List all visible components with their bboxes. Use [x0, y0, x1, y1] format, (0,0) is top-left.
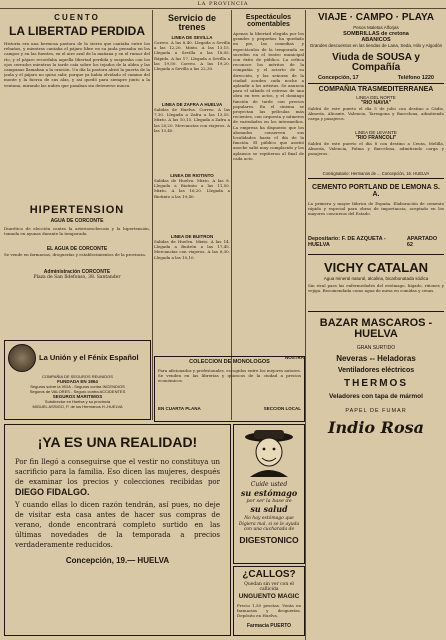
ad-line: EL AGUA DE CORCONTE [46, 246, 108, 252]
vichy-sub: Agua mineral natural, alcalina, bicarbonatada sódica [323, 276, 429, 281]
vichy-title: VICHY CATALAN [324, 260, 428, 275]
ad-title: HIPERTENSION [29, 204, 125, 216]
insurance-ad [4, 340, 151, 420]
vichy-body: Sin rival para las enfermedades del estómago, hígado, riñones y vejiga. Recomendada como agua de mesa en comidas y cenas. [308, 283, 444, 294]
bazar-line: Neveras -- Heladoras [336, 354, 416, 363]
ad-sousa-contact [308, 75, 444, 81]
insurance-line: Seguros de VALORES - Seguro contra ACCIDENTES [29, 389, 126, 394]
dig-line: su estómago [240, 488, 298, 498]
ad-sousa-phone: Teléfono 1220 [397, 75, 434, 81]
dig-brand: DIGESTONICO [239, 534, 299, 545]
ad-line: AGUA DE CORCONTE [50, 218, 104, 224]
trains-body: Correo. A las 8,40. Llegada a Sevilla a las 12,20. Mixto. A las 13,15. Llegada a Sevilla a las 18,05. Rápido. A las 17. Llegada a Sevilla a las 19,50. Correo. A las 19,20. Llegada a Sevilla a las 22,30. [154, 40, 230, 72]
story-title: LA LIBERTAD PERDIDA [9, 24, 145, 38]
masthead: LA PROVINCIA [197, 1, 249, 7]
ad-line: Plaza de San Ildefonso, 38. Santander [33, 275, 121, 280]
callos-ad [233, 566, 305, 636]
bazar-line: PAPEL DE FUMAR [345, 408, 407, 414]
dig-line: su salud [250, 504, 288, 514]
coleccion-footer [158, 406, 301, 411]
trans-sub: LINEA DE LEVANTE [355, 130, 397, 135]
digestonico-ad [233, 424, 305, 564]
trains-title: Servicio de trenes [167, 13, 217, 32]
cement-title: CEMENTO PORTLAND DE LEMONA S. A. [312, 184, 440, 198]
phoenix-logo-icon [8, 344, 36, 372]
bazar-line: Veladores con tapa de mármol [329, 393, 423, 400]
story-kicker: CUENTO [54, 13, 100, 22]
shows-title: Espectáculos comentables [245, 14, 292, 28]
divider [308, 311, 444, 312]
callos-brand: UNGUENTO MAGIC [238, 593, 300, 600]
trans-agent: Consignatario: Hermanos de ... Concepción, 16. HUELVA [322, 171, 430, 176]
realidad-title: ¡YA ES UNA REALIDAD! [37, 434, 198, 450]
trains-section: LINEA DE RIOTINTO [170, 173, 214, 178]
callos-foot: Farmacia PUERTO [246, 622, 292, 629]
insurance-line: COMPAÑIA DE SEGUROS REUNIDOS [42, 374, 113, 379]
man-with-hat-icon [236, 427, 302, 477]
bazar-line: THERMOS [344, 378, 408, 389]
trains-body: Salidas de Huelva. Mixto. A las 14. Llegada a Buitrón a las 17,45. Mercancías con viajeros. A las 6,30. Llegada a las 10,10. [154, 239, 230, 260]
ad-viaje-line: ABANICOS [361, 37, 391, 43]
column-ads [308, 10, 444, 640]
coleccion-title: COLECCION DE MONOLOGOS [189, 359, 270, 365]
callos-line: Quedan sin ver con el callicida [244, 582, 294, 592]
insurance-line: FUNDADA EN 1864 [57, 379, 98, 384]
realidad-body2: Y cuando ellas lo dicen razón tendrán, así pues, no deje de visitar esta casa antes de hacer sus compras de verano, donde encontrará completo surtido en las últimas novedades de la temporada a precios verdaderamente reducidos. [15, 501, 220, 549]
realidad-ad [4, 424, 231, 636]
trains-section: LINEA DE BUITRON [170, 234, 214, 239]
coleccion-body: Para aficionados y profesionales, escogidos entre los mejores autores. Se venden en las librerías y quioscos de la ciudad a precios económicos. [158, 367, 301, 383]
column-shows [233, 10, 304, 360]
shows-body: Apenas la libertad elegida por los grandes y pequeños ha quedado en pie, las comedias y espectáculos de la temporada se suceden en el teatro municipal con éxito de público. La crítica reconoce los méritos de la compañía y el acierto de su dirección, y las señoras de la ciudad acuden cada noche a aplaudir a los artistas. Se anuncia para el sábado el estreno de una obra en tres actos, y el domingo función de tarde con precios populares. En el cinema se proyectan las películas más recientes, con orquesta y números de variedades en los intermedios. La empresa ha dispuesto que los abonados conserven sus localidades hasta el día de la función. El público que asistió anoche salió muy complacido y los aplausos se repitieron al final de cada acto. [233, 31, 304, 161]
ad-sousa-brand: Viuda de SOUSA y Compañía [332, 52, 420, 73]
trans-title: COMPAÑIA TRASMEDITERRANEA [318, 86, 434, 93]
ad-viaje-line: Pesos Maletas Alforjas [353, 25, 399, 30]
insurance-title: La Unión y el Fénix Español [39, 353, 139, 363]
trains-body: Salidas de Huelva. Correo. A las 7,30. Llegada a Zafra a las 15,55. Mixto. A las 10,15. Llegada a Zafra a las 20,20. Mercancías con viajeros. A las 13,40. [154, 107, 230, 133]
bazar-line: Ventiladores eléctricos [337, 367, 415, 374]
ad-viaje-line: Grandes descuentos en las tiendas de Lana, Seda, Hilo y Algodón [309, 43, 443, 48]
column-trains [154, 10, 230, 350]
bazar-title: BAZAR MASCAROS - HUELVA [319, 317, 433, 340]
bazar-line: GRAN SURTIDO [356, 345, 396, 351]
coleccion-foot: EN CUARTA PLANA [158, 405, 201, 411]
ad-viaje-title: VIAJE · CAMPO · PLAYA [318, 12, 434, 23]
shows-signature: NOSTRA [285, 355, 304, 360]
ad-viaje-line: SOMBRILLAS de cretona [343, 31, 409, 37]
trans-ship: "RIO FRANCOLI" [355, 135, 397, 141]
callos-body: Precio 1,50 pesetas. Venta en farmacias y droguerías. Depósito en Huelva. [237, 602, 301, 618]
cement-footer [308, 236, 444, 248]
story-body: Historia era una hermosa pastora de la sierra que cantaba entre los rebaños, y mientras cantaba el pájaro libre en su jaula pensaba en los campos y en las fuentes, en el aire azul de la mañana y en el rumor del río; y el pájaro recordaba aquella libertad perdida y suspiraba con los ojos cerrados mientras la tarde caía sobre los tejados de la aldea y las campanas llamaban a la oración. Un día la pastora abrió la puerta de la jaula y el pájaro no quiso salir, porque ya había olvidado el camino del monte y la fuerza de sus alas, y así quedó para siempre junto a la ventana, mirando las nubes que pasaban sin detenerse nunca. [4, 41, 150, 88]
insurance-line: MIGUEL ASSIGO, P. de los Hermanos H.-HUELVA [32, 404, 123, 409]
ad-line: Administración CORCONTE [43, 269, 111, 275]
divider [308, 83, 444, 84]
ad-sousa-address: Concepción, 17 [318, 75, 359, 81]
realidad-text: Por fin llegó a conseguirse que el vestir no constituya un sacrificio para la familia. Eso dicen las mujeres, después de examinar los precios y colecciones recibidas por [15, 458, 220, 486]
insurance-line: SEGUROS MARITIMOS [52, 394, 103, 399]
coleccion-ad [154, 356, 305, 422]
trans-ship: "RIO NAVIA" [360, 100, 392, 106]
trains-body: Salidas de Huelva. Mixto. A las 8. Llegada a Riotinto a las 11,50. Mixto. A las 16,20. Llegada a Riotinto a las 19,40. [154, 178, 230, 199]
coleccion-foot: SECCION LOCAL [263, 405, 301, 411]
dig-line: por ser la base de [246, 498, 292, 504]
ad-body: Se vende en farmacias, droguerías y establecimientos de la provincia. [4, 252, 147, 257]
trains-section: LINEA DE SEVILLA [171, 35, 213, 40]
trains-section: LINEA DE ZAFRA A HUELVA [161, 102, 223, 107]
realidad-brand: DIEGO FIDALGO. [15, 487, 90, 497]
realidad-body [15, 457, 220, 498]
cement-depot: Depositario: F. DE AZQUETA - HUELVA [308, 236, 386, 248]
column-story [4, 10, 150, 290]
column-rule [152, 10, 153, 420]
dig-line: No hay estómago que Digiera mal, si se le ayuda con una cucharada de [238, 516, 300, 532]
callos-title: ¿CALLOS? [242, 569, 296, 580]
cement-body: La primera y mayor fábrica de España. Elaboración de cemento rápido y especial para obras de importancia, aceptado en los mayores concursos del Estado. [308, 201, 444, 217]
insurance-line: Subdirector en Huelva y su provincia [44, 399, 111, 404]
divider [308, 254, 444, 255]
column-rule [305, 10, 306, 640]
trans-sub: LINEA DEL NORTE [356, 95, 396, 100]
cement-box: APARTADO 62 [406, 236, 438, 248]
insurance-header [8, 344, 147, 372]
masthead-bar [0, 0, 446, 9]
divider [308, 178, 444, 179]
insurance-line: Seguros sobre la VIDA - Seguros contra INCENDIOS [30, 384, 125, 389]
dig-line: Cuide usted [250, 481, 288, 488]
realidad-address: Concepción, 19.— HUELVA [65, 556, 170, 565]
bazar-brand: Indio Rosa [328, 418, 424, 437]
ad-body: Diurético de elección contra la arterioesclerosis y la hipertensión, tomada en ayunas durante la temporada. [4, 226, 150, 237]
trans-body: Saldrá de este puerto el día 5 de julio con destino a Cádiz, Almería, Alicante, Valencia, Tarragona y Barcelona, admitiendo carga y pasajeros. [308, 106, 444, 122]
trans-body: Saldrá de este puerto el día 8 con destino a Ceuta, Melilla, Almería, Valencia, Palma y Barcelona, admitiendo carga y pasajeros. [308, 141, 444, 157]
